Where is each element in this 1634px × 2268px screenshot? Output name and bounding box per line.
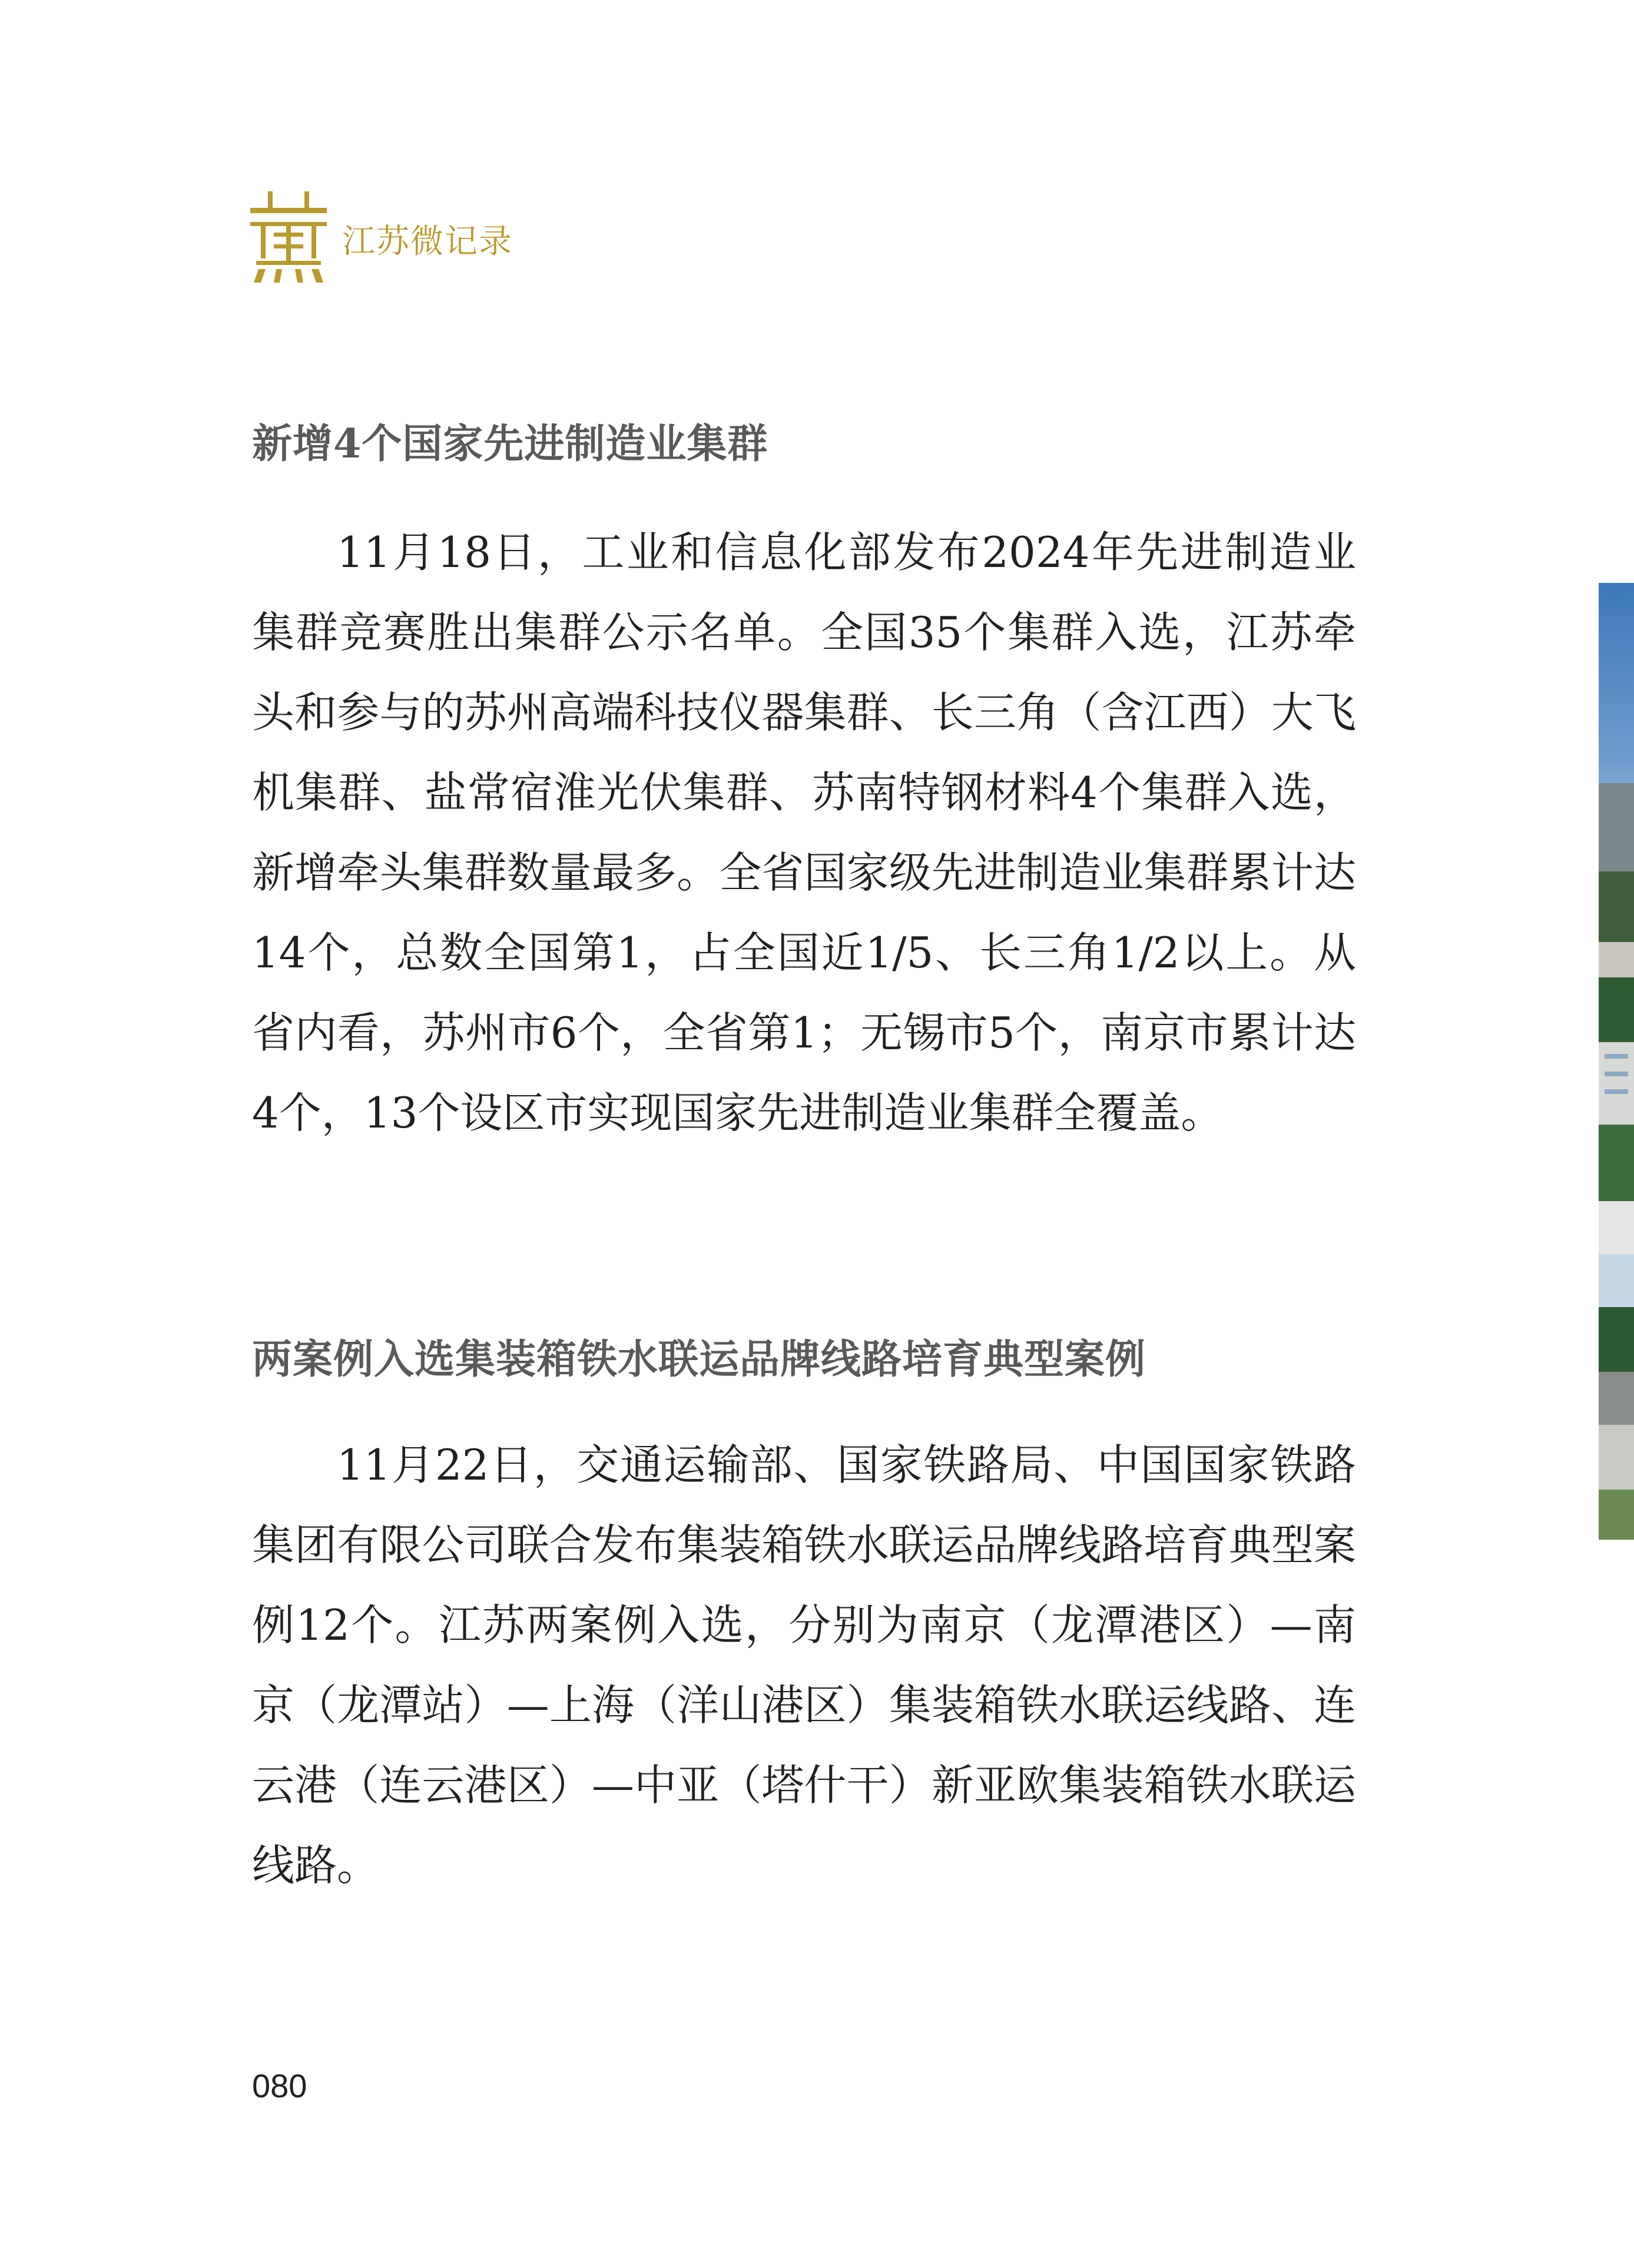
header-title: 江苏微记录: [342, 223, 513, 261]
page-header: [250, 190, 513, 284]
section-heading: 新增4个国家先进制造业集群: [252, 420, 768, 467]
section-heading: 两案例入选集装箱铁水联运品牌线路培育典型案例: [252, 1336, 1146, 1383]
city-photo-strip: [1599, 583, 1634, 1540]
page-number: 080: [252, 2067, 307, 2104]
section-paragraph: 11月18日，工业和信息化部发布2024年先进制造业集群竞赛胜出集群公示名单。全国35个集群入选，江苏牵头和参与的苏州高端科技仪器集群、长三角（含江西）大飞机集群、盐常宿淮光伏集群、苏南特钢材料4个集群入选，新增牵头集群数量最多。全省国家级先进制造业集群累计达14个，总数全国第1，占全国近1/5、长三角1/2以上。从省内看，苏州市6个，全省第1；无锡市5个，南京市累计达4个，13个设区市实现国家先进制造业集群全覆盖。: [252, 528, 1356, 1138]
su-character-logo-icon: [250, 191, 327, 283]
section-paragraph: 11月22日，交通运输部、国家铁路局、中国国家铁路集团有限公司联合发布集装箱铁水联运品牌线路培育典型案例12个。江苏两案例入选，分别为南京（龙潭港区）—南京（龙潭站）—上海（洋山港区）集装箱铁水联运线路、连云港（连云港区）—中亚（塔什干）新亚欧集装箱铁水联运线路。: [252, 1440, 1356, 1890]
